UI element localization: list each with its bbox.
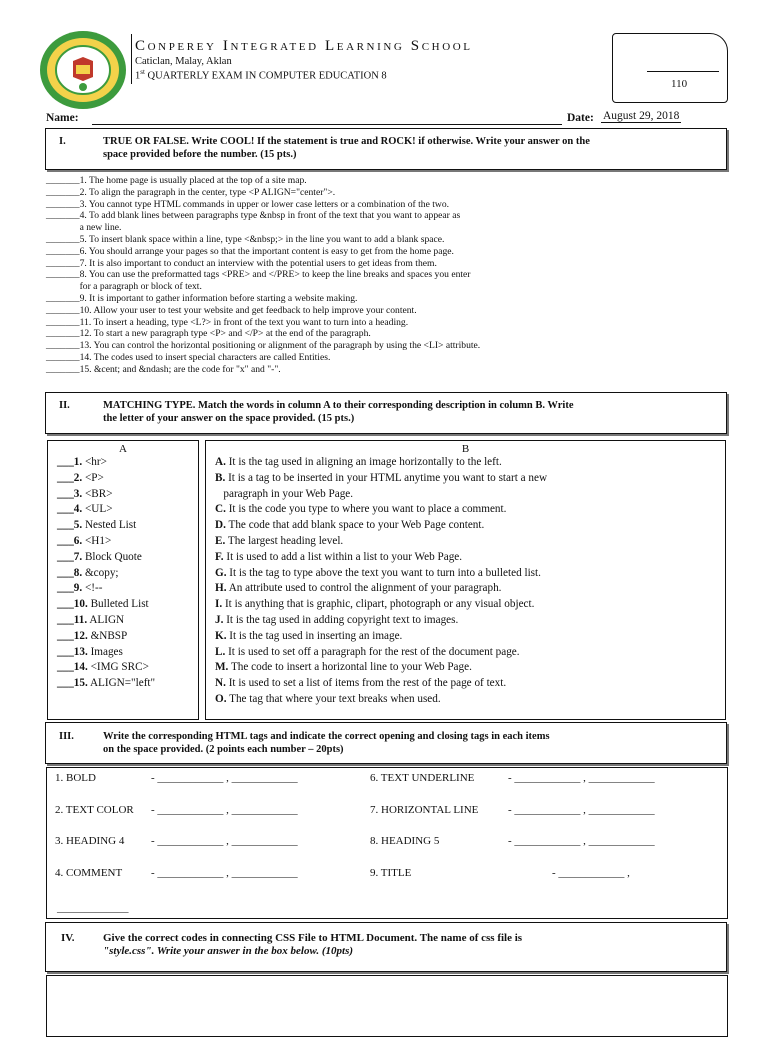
section1-numeral: I. [59,136,66,147]
column-a-item: ___4. <UL> [57,503,113,516]
tags-box [46,767,728,919]
date-value: August 29, 2018 [603,110,680,122]
tf-item: _______11. To insert a heading, type <L?> in front of the text you want to turn into a heading. [46,316,409,328]
column-b-item: B. It is a tag to be inserted in your HTML anytime you want to start a new [215,471,548,484]
column-b-item: A. It is the tag used in aligning an image horizontally to the left. [215,456,502,468]
column-b-item: G. It is the tag to type above the text you want to turn into a bulleted list. [215,566,541,579]
tf-item: _______10. Allow your user to test your website and get feedback to help improve your content. [46,304,417,316]
tf-item: a new line. [46,222,122,234]
tag-item-label: 8. HEADING 5 [370,835,440,847]
column-b-item: paragraph in your Web Page. [215,487,354,500]
tag-item-blank[interactable]: - ____________ , ____________ [151,866,298,879]
name-label: Name: [46,112,79,124]
tf-item: _______8. You can use the preformatted tags <PRE> and </PRE> to keep the line breaks and spaces you enter [46,269,471,281]
school-address: Caticlan, Malay, Aklan [135,56,232,67]
column-b-item: F. It is used to add a list within a list to your Web Page. [215,550,463,563]
tag-item-label: 3. HEADING 4 [55,835,125,847]
column-a-item: ___12. &NBSP [57,629,128,642]
section4-numeral: IV. [61,932,75,944]
column-b-item: O. The tag that where your text breaks when used. [215,692,441,705]
tf-item: _______2. To align the paragraph in the center, type <P ALIGN="center">. [46,186,336,198]
section1-instruction-1: TRUE OR FALSE. Write COOL! If the statement is true and ROCK! if otherwise. Write your answer on the [103,136,590,147]
column-b-item: J. It is the tag used in adding copyright text to images. [215,613,459,626]
column-a-item: ___14. <IMG SRC> [57,661,149,674]
tf-item: _______6. You should arrange your pages so that the important content is easy to get from the home page. [46,245,454,257]
column-a-item: ___11. ALIGN [57,613,125,626]
tag-item-label: 7. HORIZONTAL LINE [370,803,479,816]
tf-item: for a paragraph or block of text. [46,281,202,293]
tf-item: _______14. The codes used to insert special characters are called Entities. [46,351,331,363]
column-a-header: A [119,443,127,455]
column-a-item: ___10. Bulleted List [57,598,149,611]
column-b-item: C. It is the code you type to where you want to place a comment. [215,503,507,516]
section3-instruction-box [45,722,727,764]
column-b-item: M. The code to insert a horizontal line to your Web Page. [215,661,472,674]
tag-item-blank[interactable]: - ____________ , ____________ [508,772,655,784]
section2-instruction-2: the letter of your answer on the space provided. (15 pts.) [103,413,355,424]
column-a-item: ___3. <BR> [57,487,113,500]
tf-item: _______12. To start a new paragraph type <P> and </P> at the end of the paragraph. [46,328,371,340]
tf-item: _______1. The home page is usually placed at the top of a site map. [46,175,307,186]
column-b-header: B [461,443,470,455]
column-b [205,440,726,720]
date-label: Date: [567,112,594,124]
tag-item-blank[interactable]: - ____________ , ____________ [151,835,298,847]
column-b-item: L. It is used to set off a paragraph for the rest of the document page. [215,645,520,658]
exam-title: 1st QUARTERLY EXAM IN COMPUTER EDUCATION 8 [135,68,387,82]
tf-item: _______9. It is important to gather information before starting a website making. [46,292,358,304]
tag-item-label: 9. TITLE [370,866,412,879]
column-a-item: ___9. <!-- [57,582,103,595]
trailing-blank[interactable]: _____________ [57,902,129,914]
section3-instruction-2: on the space provided. (2 points each number – 20pts) [103,744,344,755]
column-b-item: K. It is the tag used in inserting an image. [215,629,403,642]
column-a-item: ___2. <P> [57,471,104,484]
true-false-list [46,175,646,376]
column-b-item: E. The largest heading level. [215,534,344,547]
column-a-item: ___13. Images [57,645,123,658]
column-a-item: ___7. Block Quote [57,550,142,563]
tag-item-label: 1. BOLD [55,772,96,784]
score-total: 110 [671,78,688,90]
tag-item-label: 4. COMMENT [55,866,123,879]
tf-item: _______5. To insert blank space within a line, type <&nbsp;> in the line you want to add a blank space. [46,233,445,245]
column-a-item: ___5. Nested List [57,519,137,532]
column-b-item: H. An attribute used to control the alignment of your paragraph. [215,582,502,595]
section3-instruction-1: Write the corresponding HTML tags and indicate the correct opening and closing tags in each items [103,731,550,742]
section4-instruction-2: "style.css". Write your answer in the box below. (10pts) [103,945,354,957]
section1-instruction-2: space provided before the number. (15 pts.) [103,149,297,160]
column-a-item: ___1. <hr> [57,456,107,468]
tag-item-blank[interactable]: - ____________ , ____________ [508,835,655,847]
section3-numeral: III. [59,731,74,742]
tag-item-blank[interactable]: - ____________ , ____________ [508,803,655,816]
school-logo [38,29,128,111]
header-divider [131,34,132,84]
section4-instruction-box [45,922,727,972]
section4-instruction-1: Give the correct codes in connecting CSS File to HTML Document. The name of css file is [103,932,523,944]
tag-item-blank[interactable]: - ____________ , [552,866,630,879]
column-a-item: ___8. &copy; [57,566,119,579]
column-b-item: D. The code that add blank space to your Web Page content. [215,519,485,532]
tag-item-label: 6. TEXT UNDERLINE [370,772,475,784]
answer-box[interactable] [46,975,728,1037]
column-a [47,440,199,720]
column-b-item: N. It is used to set a list of items from the rest of the page of text. [215,677,507,690]
tag-item-blank[interactable]: - ____________ , ____________ [151,803,298,816]
tf-item: _______13. You can control the horizontal positioning or alignment of the paragraph by using the <LI> attribute. [46,340,481,352]
column-a-item: ___6. <H1> [57,534,112,547]
score-box [612,33,728,103]
school-name: Conperey Integrated Learning School [135,38,473,54]
section1-instruction-box [45,128,727,170]
column-a-item: ___15. ALIGN="left" [57,677,156,690]
section2-numeral: II. [59,400,70,411]
tf-item: _______7. It is also important to conduct an interview with the potential users to get ideas from them. [46,257,437,269]
tf-item: _______4. To add blank lines between paragraphs type &nbsp in front of the text that you want to appear as [46,210,461,222]
section2-instruction-box [45,392,727,434]
name-line[interactable] [92,124,562,125]
tf-item: _______15. &cent; and &ndash; are the code for "x" and "-". [46,363,281,375]
tag-item-label: 2. TEXT COLOR [55,803,134,816]
column-b-item: I. It is anything that is graphic, clipart, photograph or any visual object. [215,598,535,611]
tf-item: _______3. You cannot type HTML commands in upper or lower case letters or a combination of the two. [46,198,450,210]
section2-instruction-1: MATCHING TYPE. Match the words in column A to their corresponding description in column B. Write [103,400,574,411]
tag-item-blank[interactable]: - ____________ , ____________ [151,772,298,784]
